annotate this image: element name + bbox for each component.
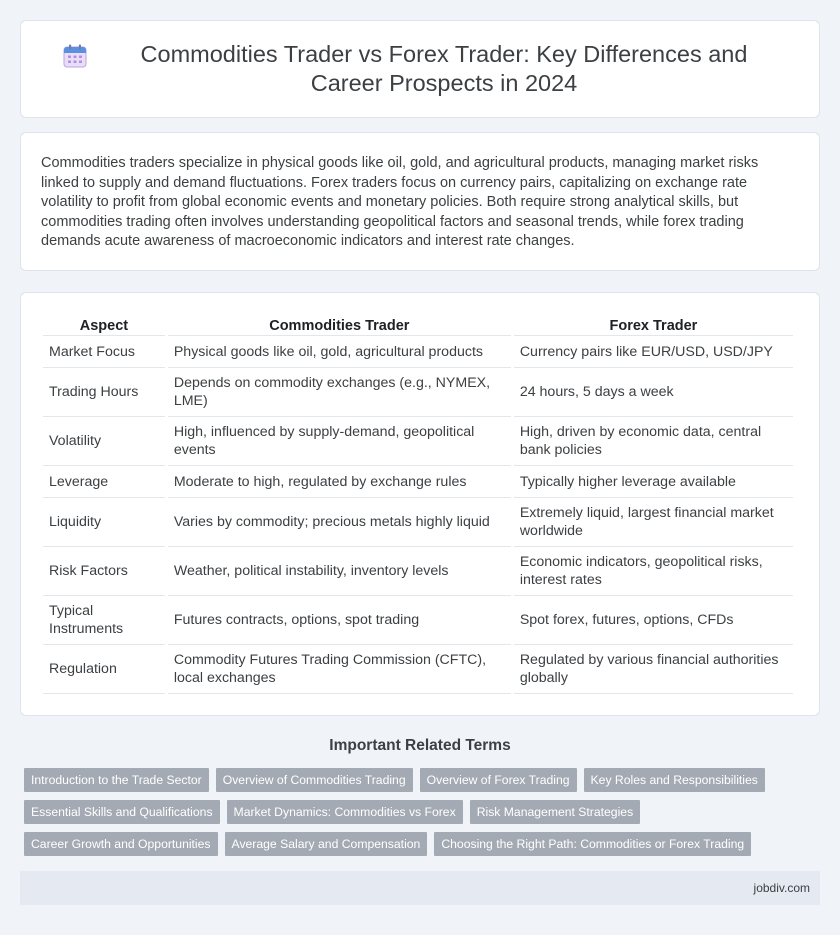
table-row [43,417,793,466]
comparison-table [40,315,796,694]
cell-aspect: Trading Hours [43,368,165,417]
cell-aspect: Regulation [43,645,165,694]
related-terms-list [24,768,824,864]
term-tag-link[interactable]: Key Roles and Responsibilities [584,768,765,792]
intro-paragraph: Commodities traders specialize in physical goods like oil, gold, and agricultural products, managing market risks linked to supply and demand fluctuations. Forex traders focus on currency pairs, capitalizing on exchange rate volatility to profit from global economic events and monetary policies. Both require strong analytical skills, but commodities trading often involves understanding geopolitical factors and seasonal trends, while forex trading demands acute awareness of macroeconomic indicators and interest rate changes. [41,155,759,249]
cell-commodities: Commodity Futures Trading Commission (CFTC), local exchanges [168,645,511,694]
comparison-card [20,292,820,716]
term-tag-link[interactable]: Market Dynamics: Commodities vs Forex [227,800,463,824]
cell-aspect: Market Focus [43,336,165,368]
table-row [43,547,793,596]
footer [20,871,820,905]
page-title: Commodities Trader vs Forex Trader: Key Differences and Career Prospects in 2024 [140,41,748,96]
term-tag-link[interactable]: Essential Skills and Qualifications [24,800,220,824]
footer-brand-link[interactable]: jobdiv.com [753,881,810,895]
table-row [43,368,793,417]
table-row [43,596,793,645]
column-header-forex: Forex Trader [514,315,793,336]
terms-row [24,832,824,856]
cell-aspect: Leverage [43,466,165,498]
cell-commodities: Varies by commodity; precious metals highly liquid [168,498,511,547]
terms-row [24,768,824,792]
term-tag-link[interactable]: Career Growth and Opportunities [24,832,218,856]
related-terms-heading: Important Related Terms [329,737,511,754]
cell-commodities: Futures contracts, options, spot trading [168,596,511,645]
intro-card [20,132,820,271]
terms-row [24,800,824,824]
cell-forex: Extremely liquid, largest financial market worldwide [514,498,793,547]
table-row [43,336,793,368]
cell-aspect: Typical Instruments [43,596,165,645]
cell-forex: Economic indicators, geopolitical risks, interest rates [514,547,793,596]
term-tag-link[interactable]: Risk Management Strategies [470,800,640,824]
cell-commodities: Depends on commodity exchanges (e.g., NYMEX, LME) [168,368,511,417]
cell-forex: Currency pairs like EUR/USD, USD/JPY [514,336,793,368]
cell-commodities: Moderate to high, regulated by exchange rules [168,466,511,498]
cell-forex: High, driven by economic data, central bank policies [514,417,793,466]
header-card [20,20,820,118]
table-row [43,466,793,498]
cell-commodities: Physical goods like oil, gold, agricultural products [168,336,511,368]
cell-aspect: Risk Factors [43,547,165,596]
column-header-aspect: Aspect [43,315,165,336]
calendar-icon [61,42,89,70]
term-tag-link[interactable]: Introduction to the Trade Sector [24,768,209,792]
term-tag-link[interactable]: Average Salary and Compensation [225,832,428,856]
column-header-commodities: Commodities Trader [168,315,511,336]
cell-forex: Typically higher leverage available [514,466,793,498]
cell-commodities: High, influenced by supply-demand, geopolitical events [168,417,511,466]
cell-forex: Regulated by various financial authorities globally [514,645,793,694]
cell-aspect: Volatility [43,417,165,466]
cell-forex: 24 hours, 5 days a week [514,368,793,417]
cell-aspect: Liquidity [43,498,165,547]
term-tag-link[interactable]: Overview of Commodities Trading [216,768,413,792]
cell-commodities: Weather, political instability, inventory levels [168,547,511,596]
cell-forex: Spot forex, futures, options, CFDs [514,596,793,645]
table-row [43,498,793,547]
term-tag-link[interactable]: Overview of Forex Trading [420,768,577,792]
term-tag-link[interactable]: Choosing the Right Path: Commodities or Forex Trading [434,832,751,856]
table-header-row [43,315,793,336]
table-row [43,645,793,694]
